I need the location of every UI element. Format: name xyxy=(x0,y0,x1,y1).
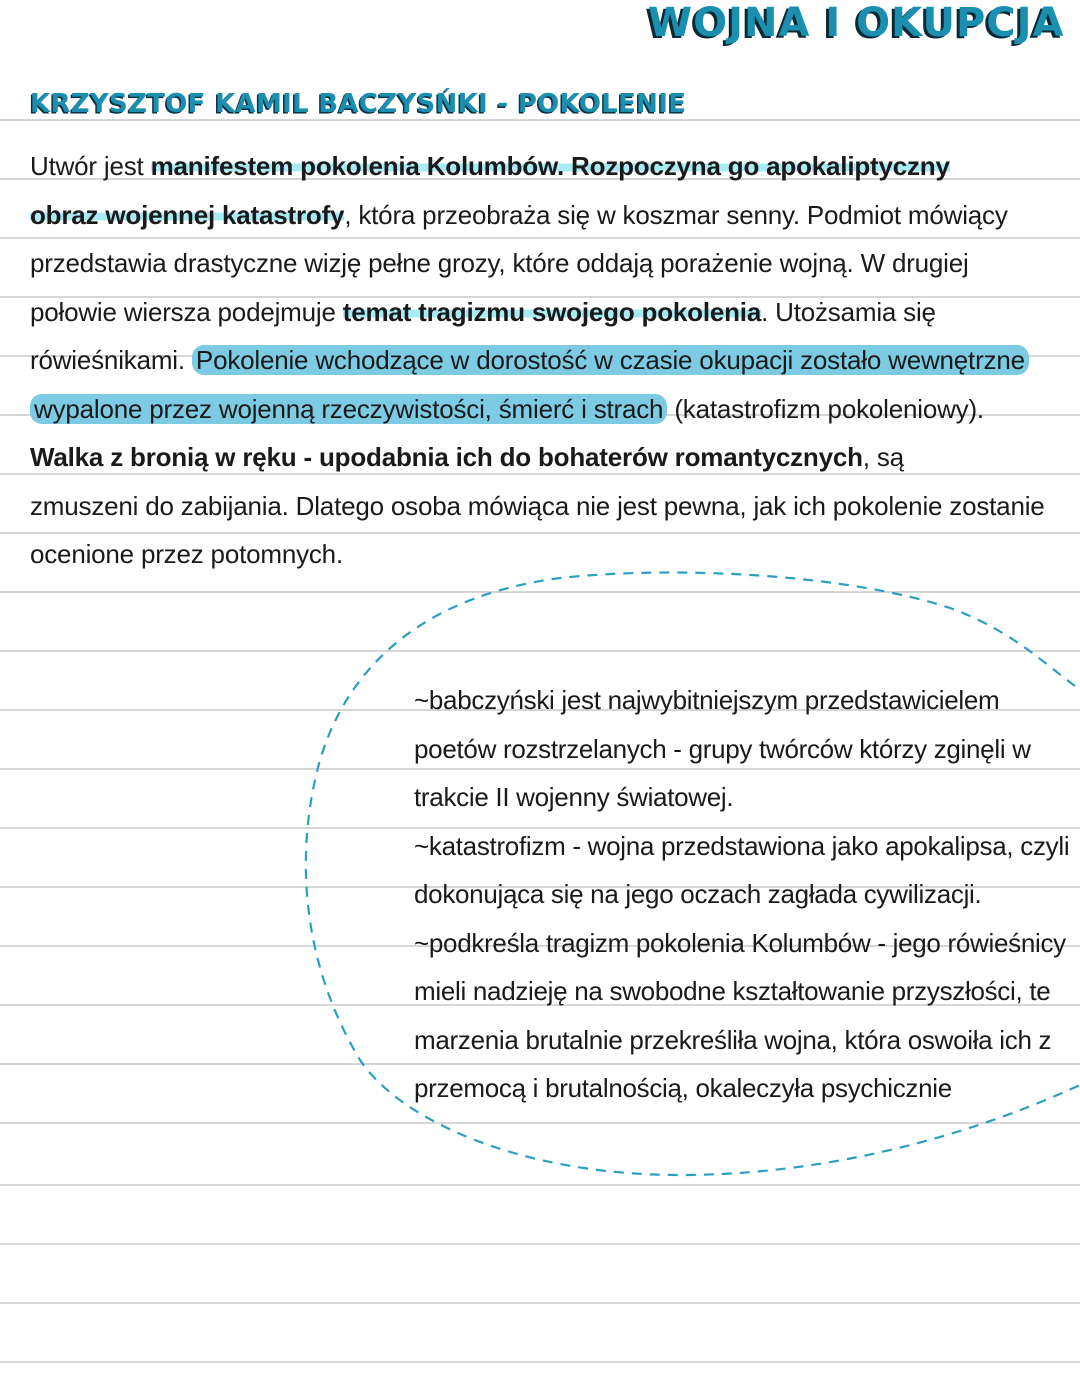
note-line: przemocą i brutalnością, okaleczyła psychicznie xyxy=(414,1073,952,1103)
paragraph-line: połowie wiersza podejmuje temat tragizmu swojego pokolenia. Utożsamia się xyxy=(30,296,936,327)
paragraph-line: rówieśnikami. Pokolenie wchodzące w dorostość w czasie okupacji zostało wewnętrzne xyxy=(30,336,1050,385)
paragraph-line: obraz wojennej katastrofy, która przeobraża się w koszmar senny. Podmiot mówiący xyxy=(30,199,1008,230)
bold-text: Walka z bronią w ręku - upodabnia ich do bohaterów romantycznych xyxy=(30,442,863,472)
paragraph-line: przedstawia drastyczne wizję pełne grozy, które oddają porażenie wojną. W drugiej xyxy=(30,248,969,278)
highlighted-bold-text: obraz wojennej katastrofy xyxy=(30,199,345,230)
note-line: marzenia brutalnie przekreśliła wojna, która oswoiła ich z xyxy=(414,1024,1052,1055)
note-line: mieli nadzieję na swobodne kształtowanie przyszłości, te xyxy=(414,976,1051,1006)
paragraph-line: ocenione przez potomnych. xyxy=(30,539,343,569)
note-line: trakcie II wojenny światowej. xyxy=(414,782,734,812)
highlighted-text: Pokolenie wchodzące w dorostość w czasie okupacji zostało wewnętrzne xyxy=(192,345,1029,375)
note-line: dokonująca się na jego oczach zagłada cywilizacji. xyxy=(414,879,982,909)
note-line: ~katastrofizm - wojna przedstawiona jako apokalipsa, czyli xyxy=(414,830,1070,861)
highlighted-text: wypalone przez wojenną rzeczywistości, śmierć i strach xyxy=(30,394,667,424)
note-line: poetów rozstrzelanych - grupy twórców którzy zginęli w xyxy=(414,733,1031,764)
paragraph-line: wypalone przez wojenną rzeczywistości, śmierć i strach (katastrofizm pokoleniowy). xyxy=(30,385,1050,434)
note-line: ~podkreśla tragizm pokolenia Kolumbów - jego rówieśnicy xyxy=(414,927,1066,958)
body-paragraph xyxy=(30,142,1050,579)
side-notes xyxy=(414,676,1074,1113)
paragraph-line: Utwór jest manifestem pokolenia Kolumbów. Rozpoczyna go apokaliptyczny xyxy=(30,151,950,181)
paragraph-line: Walka z bronią w ręku - upodabnia ich do bohaterów romantycznych, są xyxy=(30,442,904,472)
paragraph-line: zmuszeni do zabijania. Dlatego osoba mówiąca nie jest pewna, jak ich pokolenie zostanie xyxy=(30,490,1045,521)
highlighted-bold-text: manifestem pokolenia Kolumbów. Rozpoczyna go apokaliptyczny xyxy=(150,151,950,181)
section-heading: KRZYSZTOF KAMIL BACZYSŃKI - POKOLENIE xyxy=(30,89,687,119)
page-title: WOJNA I OKUPCJA xyxy=(648,0,1065,46)
highlighted-bold-text: temat tragizmu swojego pokolenia xyxy=(342,296,762,327)
note-line: ~babczyński jest najwybitniejszym przedstawicielem xyxy=(414,685,1000,715)
